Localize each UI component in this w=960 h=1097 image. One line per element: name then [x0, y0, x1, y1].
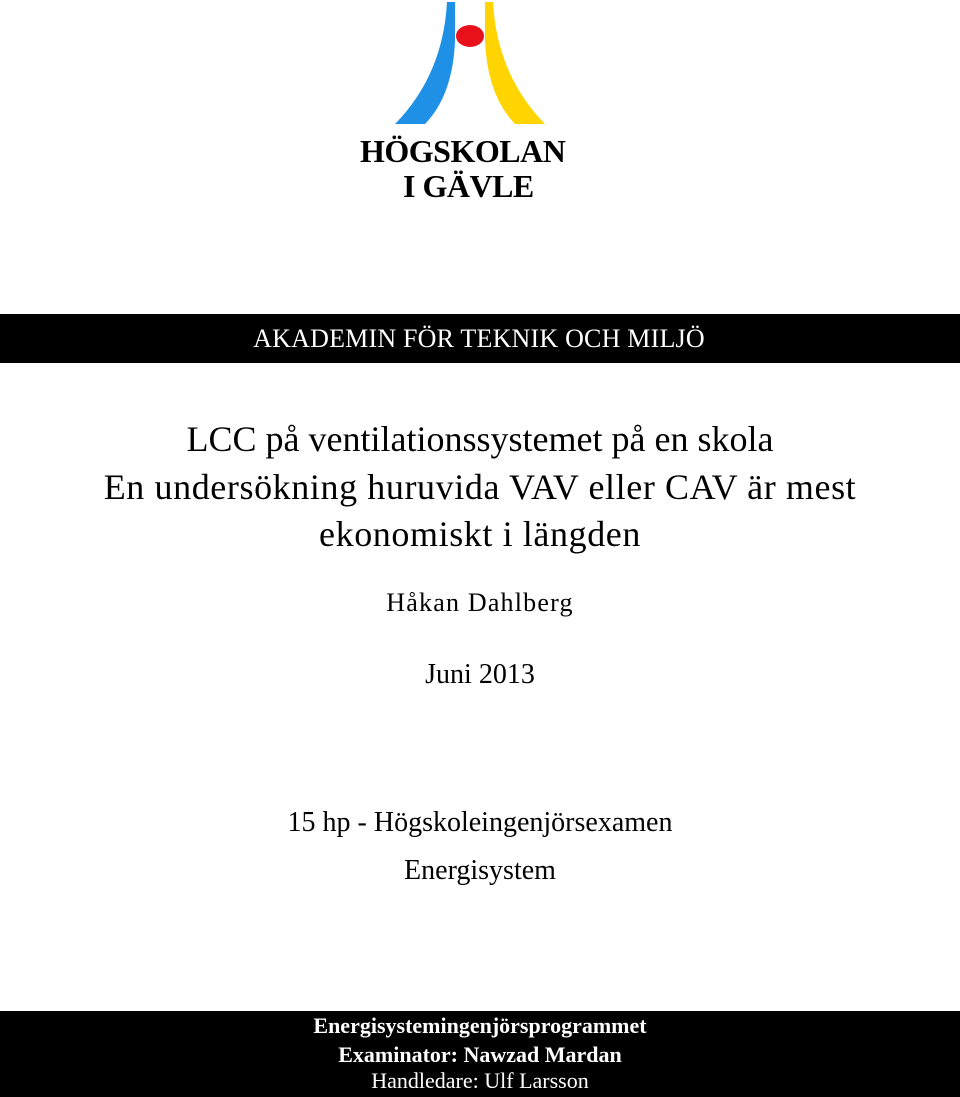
subject-area: Energisystem: [404, 855, 556, 886]
thesis-title-line3: ekonomiskt i längden: [319, 514, 641, 554]
degree-credits: 15 hp - Högskoleingenjörsexamen: [287, 807, 673, 838]
footer-band: [0, 1011, 960, 1097]
header-band: [0, 314, 960, 363]
examiner: Examinator: Nawzad Mardan: [338, 1042, 622, 1067]
logo-emblem-icon: [385, 0, 555, 130]
thesis-title-line1: LCC på ventilationssystemet på en skola: [186, 419, 774, 459]
publication-date: Juni 2013: [425, 659, 535, 690]
program-name: Energisystemingenjörsprogrammet: [313, 1013, 647, 1038]
thesis-title-line2: En undersökning huruvida VAV eller CAV är mest: [103, 467, 857, 507]
supervisor: Handledare: Ulf Larsson: [371, 1068, 589, 1093]
academy-name: AKADEMIN FÖR TEKNIK OCH MILJÖ: [253, 323, 705, 353]
author-name: Håkan Dahlberg: [386, 588, 574, 617]
logo-wordmark-line1: HÖGSKOLAN: [360, 133, 566, 169]
logo-wordmark-line2: I GÄVLE: [403, 168, 534, 204]
university-logo: [385, 0, 555, 130]
